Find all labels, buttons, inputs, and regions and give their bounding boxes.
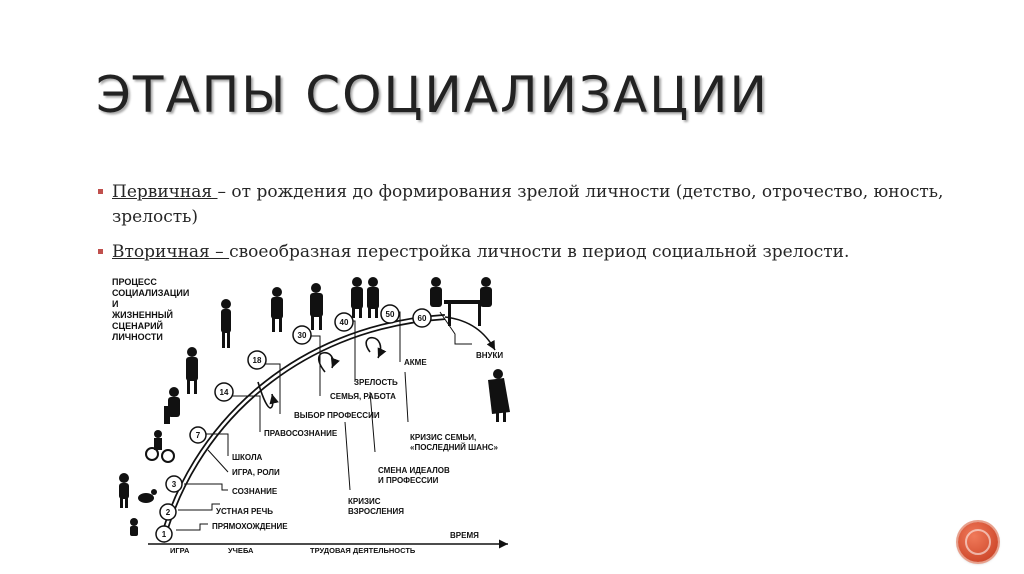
age-marker xyxy=(248,351,266,369)
heading-line: ЛИЧНОСТИ xyxy=(112,332,163,342)
age-label: 2 xyxy=(165,508,171,517)
age-label: 3 xyxy=(171,480,177,489)
age-label: 18 xyxy=(252,356,262,365)
age-marker xyxy=(156,526,172,542)
person-silhouette xyxy=(186,347,198,394)
stage-label: ВНУКИ xyxy=(476,351,504,360)
age-marker xyxy=(381,305,399,323)
stage-label: ЗРЕЛОСТЬ xyxy=(354,378,398,387)
stage-label: ПРЯМОХОЖДЕНИЕ xyxy=(212,522,288,531)
dog-silhouette xyxy=(138,489,157,503)
bullet-marker xyxy=(98,249,103,254)
stage-label: АКМЕ xyxy=(404,358,427,367)
age-label: 30 xyxy=(297,331,307,340)
age-marker xyxy=(160,504,176,520)
person-silhouette xyxy=(351,277,363,318)
stage-label: ВЫБОР ПРОФЕССИИ xyxy=(294,411,380,420)
crisis-label: СМЕНА ИДЕАЛОВ xyxy=(378,466,450,475)
age-marker xyxy=(293,326,311,344)
stage-label: СОЗНАНИЕ xyxy=(232,487,278,496)
heading-line: ЖИЗНЕННЫЙ xyxy=(112,310,174,320)
age-label: 7 xyxy=(195,431,201,440)
slide-title: ЭТАПЫ СОЦИАЛИЗАЦИИ xyxy=(96,66,769,124)
age-marker xyxy=(215,383,233,401)
crisis-label: КРИЗИС СЕМЬИ, xyxy=(410,433,477,442)
diagram-heading xyxy=(111,277,189,342)
age-label: 60 xyxy=(417,314,427,323)
life-arc-tail xyxy=(445,317,495,350)
age-label: 40 xyxy=(339,318,349,327)
timeline xyxy=(148,531,508,555)
timeline-period: ИГРА xyxy=(170,546,190,555)
stage-label: ИГРА, РОЛИ xyxy=(232,468,280,477)
stage-label: ШКОЛА xyxy=(232,453,263,462)
age-marker xyxy=(166,476,182,492)
age-marker xyxy=(190,427,206,443)
bullet-primary xyxy=(98,180,948,230)
bullet-term: Вторичная – xyxy=(112,242,230,262)
age-marker xyxy=(413,309,431,327)
heading-line: СЦЕНАРИЙ xyxy=(112,321,164,331)
socialization-diagram xyxy=(100,272,520,557)
crisis-label: ВЗРОСЛЕНИЯ xyxy=(348,507,404,516)
heading-line: СОЦИАЛИЗАЦИИ xyxy=(112,288,190,298)
person-silhouette xyxy=(271,287,283,332)
bullet-term: Первичная xyxy=(112,182,218,202)
timeline-axis-label: ВРЕМЯ xyxy=(450,531,479,540)
person-silhouette xyxy=(164,387,180,424)
person-silhouette xyxy=(221,299,231,348)
toddler-silhouette xyxy=(130,518,138,536)
bullet-text: своеобразная перестройка личности в период социальной зрелости. xyxy=(229,242,850,262)
bullet-secondary xyxy=(98,240,948,265)
stage-label: СЕМЬЯ, РАБОТА xyxy=(330,392,396,401)
bullet-marker xyxy=(98,189,103,194)
age-label: 14 xyxy=(219,388,229,397)
slide-nav-button[interactable] xyxy=(958,522,998,562)
person-silhouette xyxy=(310,283,323,330)
bullet-list xyxy=(98,180,948,275)
elder-silhouette xyxy=(488,369,510,422)
crisis-label: КРИЗИС xyxy=(348,497,381,506)
bullet-text: – от рождения до формирования зрелой личности (детство, отрочество, юность, зрелость) xyxy=(112,182,944,227)
bicycle-silhouette xyxy=(146,430,174,462)
crisis-label: «ПОСЛЕДНИЙ ШАНС» xyxy=(410,443,498,452)
timeline-period: ТРУДОВАЯ ДЕЯТЕЛЬНОСТЬ xyxy=(310,546,416,555)
crisis-labels xyxy=(348,433,499,516)
age-marker xyxy=(335,313,353,331)
age-label: 1 xyxy=(161,530,167,539)
person-silhouette xyxy=(430,277,442,307)
heading-line: И xyxy=(112,299,119,309)
heading-line: ПРОЦЕСС xyxy=(112,277,157,287)
timeline-period: УЧЕБА xyxy=(228,546,254,555)
stage-label: ПРАВОСОЗНАНИЕ xyxy=(264,429,338,438)
age-label: 50 xyxy=(385,310,395,319)
person-silhouette xyxy=(367,277,379,318)
crisis-label: И ПРОФЕССИИ xyxy=(378,476,439,485)
child-silhouette xyxy=(119,473,129,508)
stage-label: УСТНАЯ РЕЧЬ xyxy=(216,507,274,516)
nav-button-ring xyxy=(965,529,991,555)
